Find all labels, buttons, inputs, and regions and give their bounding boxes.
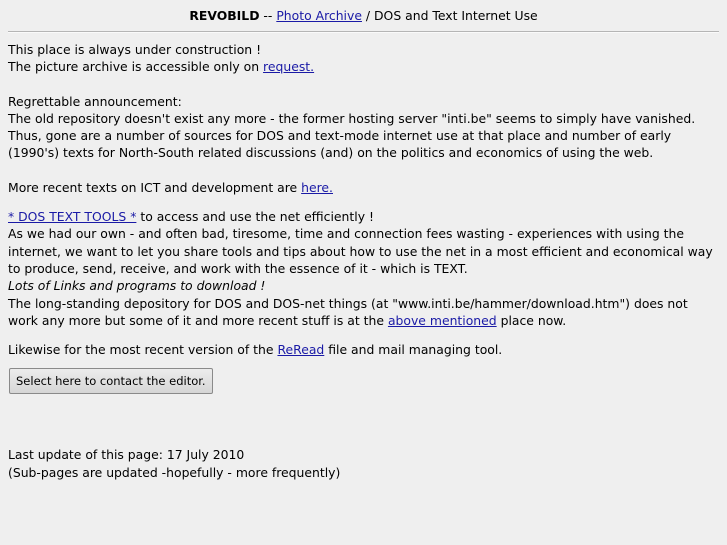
reread-prefix: Likewise for the most recent version of the xyxy=(8,342,278,358)
footer xyxy=(8,446,719,481)
subpages-note: (Sub-pages are updated -hopefully - more frequently) xyxy=(8,464,341,480)
depository-prefix: The long-standing depository for DOS and DOS-net things (at "www.inti.be/hammer/download.htm") does not work any more but some of it and more recent stuff is at the xyxy=(8,295,688,328)
contact-section xyxy=(8,364,719,394)
announcement-heading: Regrettable announcement: xyxy=(8,93,182,109)
here-link[interactable]: here. xyxy=(301,179,333,195)
announcement-line-1: The old repository doesn't exist any more - the former hosting server "inti.be" seems to simply have vanished. xyxy=(8,110,696,126)
announcement-line-2: Thus, gone are a number of sources for DOS and text-mode internet use at that place and number of early (1990's) texts for North-South related discussions (and) on the politics and economics of using the web. xyxy=(8,128,672,161)
above-mentioned-link[interactable]: above mentioned xyxy=(387,312,497,328)
header-divider xyxy=(8,31,719,33)
archive-access-text xyxy=(8,58,719,75)
depository-suffix: place now. xyxy=(496,312,567,328)
reread-link[interactable]: ReRead xyxy=(277,342,325,358)
reread-suffix: file and mail managing tool. xyxy=(324,342,503,358)
page-subtitle: / DOS and Text Internet Use xyxy=(361,8,538,23)
request-link[interactable]: request. xyxy=(263,59,315,75)
tools-links-italic: Lots of Links and programs to download ! xyxy=(8,278,266,294)
photo-archive-link[interactable]: Photo Archive xyxy=(276,8,362,23)
recent-texts-prefix: More recent texts on ICT and development are xyxy=(8,179,302,195)
tools-links-note xyxy=(8,277,719,294)
tools-section xyxy=(8,208,719,329)
construction-notice: This place is always under construction ! xyxy=(8,42,262,57)
depository-text xyxy=(8,295,719,330)
recent-texts xyxy=(8,179,719,196)
last-update: Last update of this page: 17 July 2010 xyxy=(8,447,245,463)
contact-editor-button[interactable]: Select here to contact the editor. xyxy=(9,368,213,394)
tools-paragraph: As we had our own - and often bad, tiresome, time and connection fees wasting - experiences with using the internet, we want to let you share tools and tips about how to use the net in a most efficient and economical way to produce, send, receive, and work with the essence of it - which is TEXT. xyxy=(8,226,713,276)
tools-heading-suffix: to access and use the net efficiently ! xyxy=(136,209,374,225)
reread-text xyxy=(8,341,719,358)
announcement-section xyxy=(8,93,719,162)
tools-heading xyxy=(8,208,719,225)
header-separator: -- xyxy=(259,8,277,23)
page-header xyxy=(8,0,719,24)
archive-access-prefix: The picture archive is accessible only on xyxy=(8,59,264,75)
site-brand: REVOBILD xyxy=(189,8,260,23)
recent-texts-section xyxy=(8,179,719,196)
intro-section xyxy=(8,41,719,76)
dos-text-tools-link[interactable]: * DOS TEXT TOOLS * xyxy=(8,209,137,225)
